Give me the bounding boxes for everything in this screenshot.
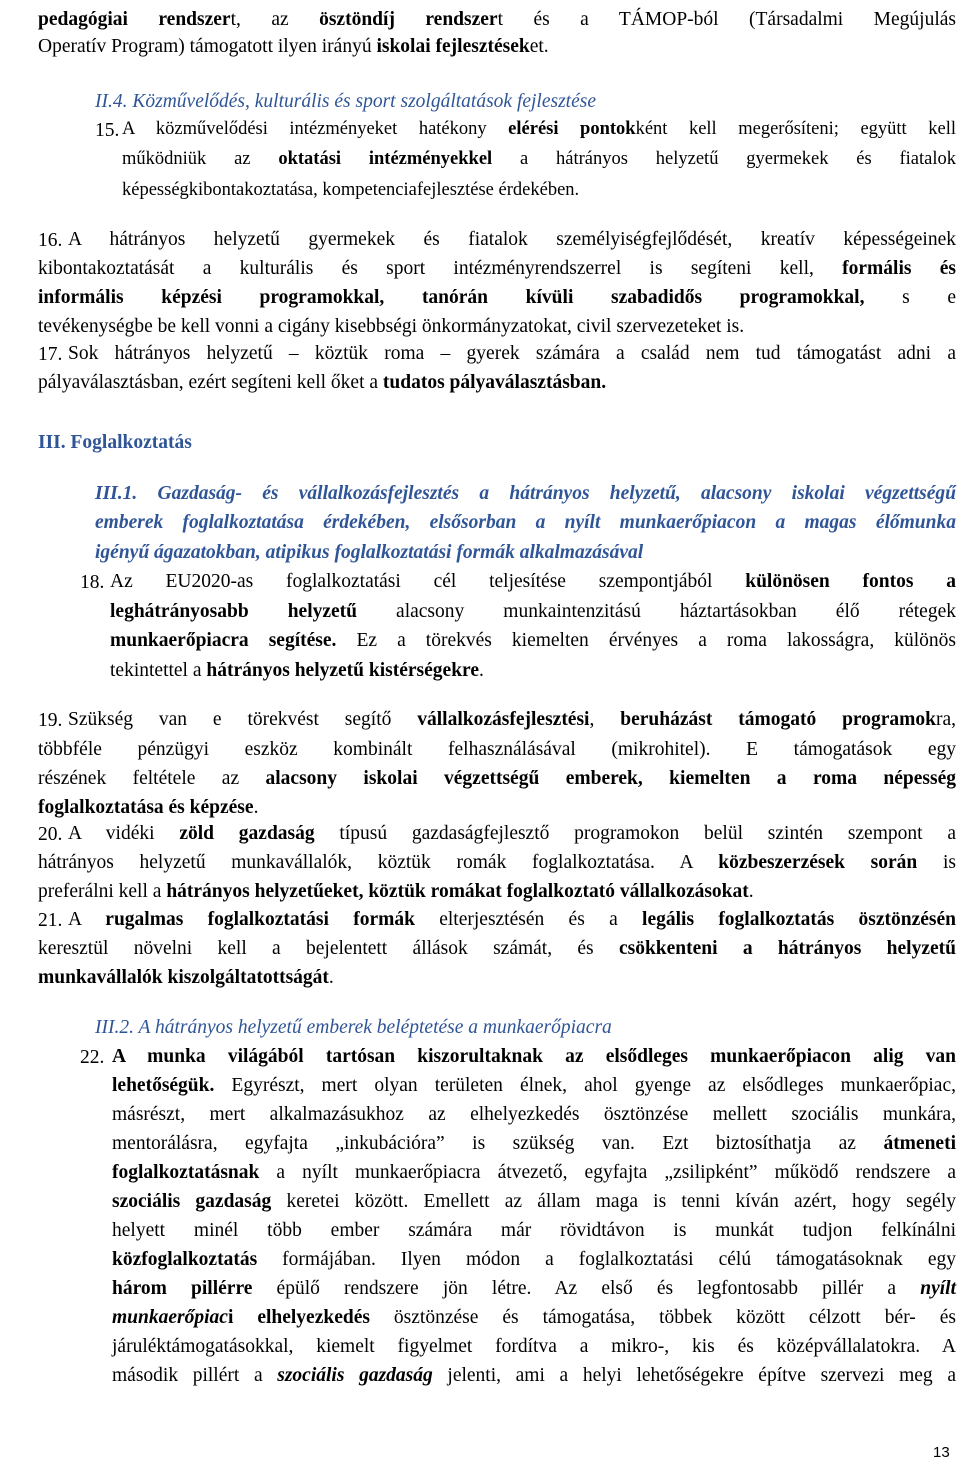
text-line: A munka világából tartósan kiszorultaknak az elsődleges munkaerőpiacon alig van bbox=[112, 1046, 956, 1067]
text-line: képességkibontakoztatása, kompetenciafejlesztése érdekében. bbox=[122, 180, 580, 200]
text-line: szociális gazdaság keretei között. Emellett az állam maga is tenni kíván azért, hogy segély bbox=[112, 1191, 956, 1212]
text-line: másrészt, mert alkalmazásukhoz az elhelyezkedés ösztönzése mellett szociális munkára, bbox=[112, 1104, 956, 1125]
text-line: közfoglalkoztatás formájában. Ilyen módon a foglalkoztatási célú támogatásoknak egy bbox=[112, 1249, 956, 1270]
text-line: tekintettel a hátrányos helyzetű kistérségekre. bbox=[110, 660, 484, 681]
text-line: munkaerőpiaci elhelyezkedés ösztönzése és támogatása, többek között célzott bér- és bbox=[112, 1307, 956, 1328]
text-line: második pillért a szociális gazdaság jelenti, ami a helyi lehetőségekre építve szervezi meg a bbox=[112, 1365, 956, 1386]
text-line: tevékenységbe be kell vonni a cigány kisebbségi önkormányzatokat, civil szervezeteket is. bbox=[38, 316, 745, 337]
text-line: működniük az oktatási intézményekkel a hátrányos helyzetű gyermekek és fiatalok bbox=[122, 149, 956, 169]
text-line: mentorálásra, egyfajta „inkubációra” is szükség van. Ezt biztosíthatja az átmeneti bbox=[112, 1133, 956, 1154]
item-number: 22. bbox=[80, 1047, 105, 1068]
text-line: Az EU2020-as foglalkoztatási cél teljesítése szempontjából különösen fontos a bbox=[110, 571, 956, 592]
subsection-heading: III.2. A hátrányos helyzetű emberek beléptetése a munkaerőpiacra bbox=[95, 1017, 612, 1038]
text-line: lehetőségük. Egyrészt, mert olyan területen élnek, ahol gyenge az elsődleges munkaerőpiac, bbox=[112, 1075, 956, 1096]
text-line: kibontakoztatását a kulturális és sport intézményrendszerrel is segíteni kell, formális és bbox=[38, 258, 956, 279]
text-line: Sok hátrányos helyzetű – köztük roma – gyerek számára a család nem tud támogatást adni a bbox=[68, 343, 956, 364]
text-line: munkaerőpiacra segítése. Ez a törekvés kiemelten érvényes a roma lakosságra, különös bbox=[110, 630, 957, 651]
section-heading: III. Foglalkoztatás bbox=[38, 432, 192, 453]
item-number: 21. bbox=[38, 910, 63, 931]
text-line: hátrányos helyzetű munkavállalók, köztük romák foglalkoztatása. A közbeszerzések során is bbox=[38, 852, 956, 873]
text-line: preferálni kell a hátrányos helyzetűeket, köztük romákat foglalkoztató vállalkozásokat. bbox=[38, 881, 754, 902]
subsection-heading: igényű ágazatokban, atipikus foglalkoztatási formák alkalmazásával bbox=[95, 542, 644, 563]
item-number: 18. bbox=[80, 572, 105, 593]
item-number: 20. bbox=[38, 824, 63, 845]
item-number: 15. bbox=[95, 120, 120, 141]
section-heading: II.4. Közművelődés, kulturális és sport szolgáltatások fejlesztése bbox=[95, 91, 597, 112]
text-line: informális képzési programokkal, tanórán kívüli szabadidős programokkal, s e bbox=[38, 287, 956, 308]
text-line: többféle pénzügyi eszköz kombinált felhasználásával (mikrohitel). E támogatások egy bbox=[38, 739, 956, 760]
text-line: Szükség van e törekvést segítő vállalkozásfejlesztési, beruházást támogató programokra, bbox=[68, 709, 956, 730]
text-line: járuléktámogatásokkal, kiemelt figyelmet fordítva a mikro-, kis és középvállalatokra. A bbox=[112, 1336, 956, 1357]
item-number: 19. bbox=[38, 710, 63, 731]
text-line: helyett minél több ember számára már rövidtávon is munkát tudjon felkínálni bbox=[112, 1220, 956, 1241]
text-line: leghátrányosabb helyzetű alacsony munkaintenzitású háztartásokban élő rétegek bbox=[110, 601, 956, 622]
page-number: 13 bbox=[933, 1444, 950, 1461]
item-number: 16. bbox=[38, 230, 63, 251]
item-number: 17. bbox=[38, 344, 63, 365]
text-line: munkavállalók kiszolgáltatottságát. bbox=[38, 967, 334, 988]
text-line: foglalkoztatása és képzése. bbox=[38, 797, 259, 818]
text-line: A hátrányos helyzetű gyermekek és fiatalok személyiségfejlődését, kreatív képességeinek bbox=[68, 229, 956, 250]
text-line: A rugalmas foglalkoztatási formák elterjesztésén és a legális foglalkoztatás ösztönzésén bbox=[68, 909, 956, 930]
text-line: Operatív Program) támogatott ilyen irányú iskolai fejlesztéseket. bbox=[38, 36, 549, 57]
text-line: részének feltétele az alacsony iskolai végzettségű emberek, kiemelten a roma népesség bbox=[38, 768, 956, 789]
text-line: pedagógiai rendszert, az ösztöndíj rendszert és a TÁMOP-ból (Társadalmi Megújulás bbox=[38, 9, 956, 30]
text-line: foglalkoztatásnak a nyílt munkaerőpiacra átvezető, egyfajta „zsilipként” működő rendszere a bbox=[112, 1162, 956, 1183]
text-line: A közművelődési intézményeket hatékony elérési pontokként kell megerősíteni; együtt kell bbox=[122, 119, 956, 139]
subsection-heading: emberek foglalkoztatása érdekében, elsősorban a nyílt munkaerőpiacon a magas élőmunka bbox=[95, 512, 956, 533]
text-line: A vidéki zöld gazdaság típusú gazdaságfejlesztő programokon belül szintén szempont a bbox=[68, 823, 956, 844]
text-line: keresztül növelni kell a bejelentett állások számát, és csökkenteni a hátrányos helyzetű bbox=[38, 938, 956, 959]
subsection-heading: III.1. Gazdaság- és vállalkozásfejlesztés a hátrányos helyzetű, alacsony iskolai végzettségű bbox=[95, 483, 956, 504]
text-line: pályaválasztásban, ezért segíteni kell őket a tudatos pályaválasztásban. bbox=[38, 372, 607, 393]
text-line: három pillérre épülő rendszere jön létre. Az első és legfontosabb pillér a nyílt bbox=[112, 1278, 956, 1299]
